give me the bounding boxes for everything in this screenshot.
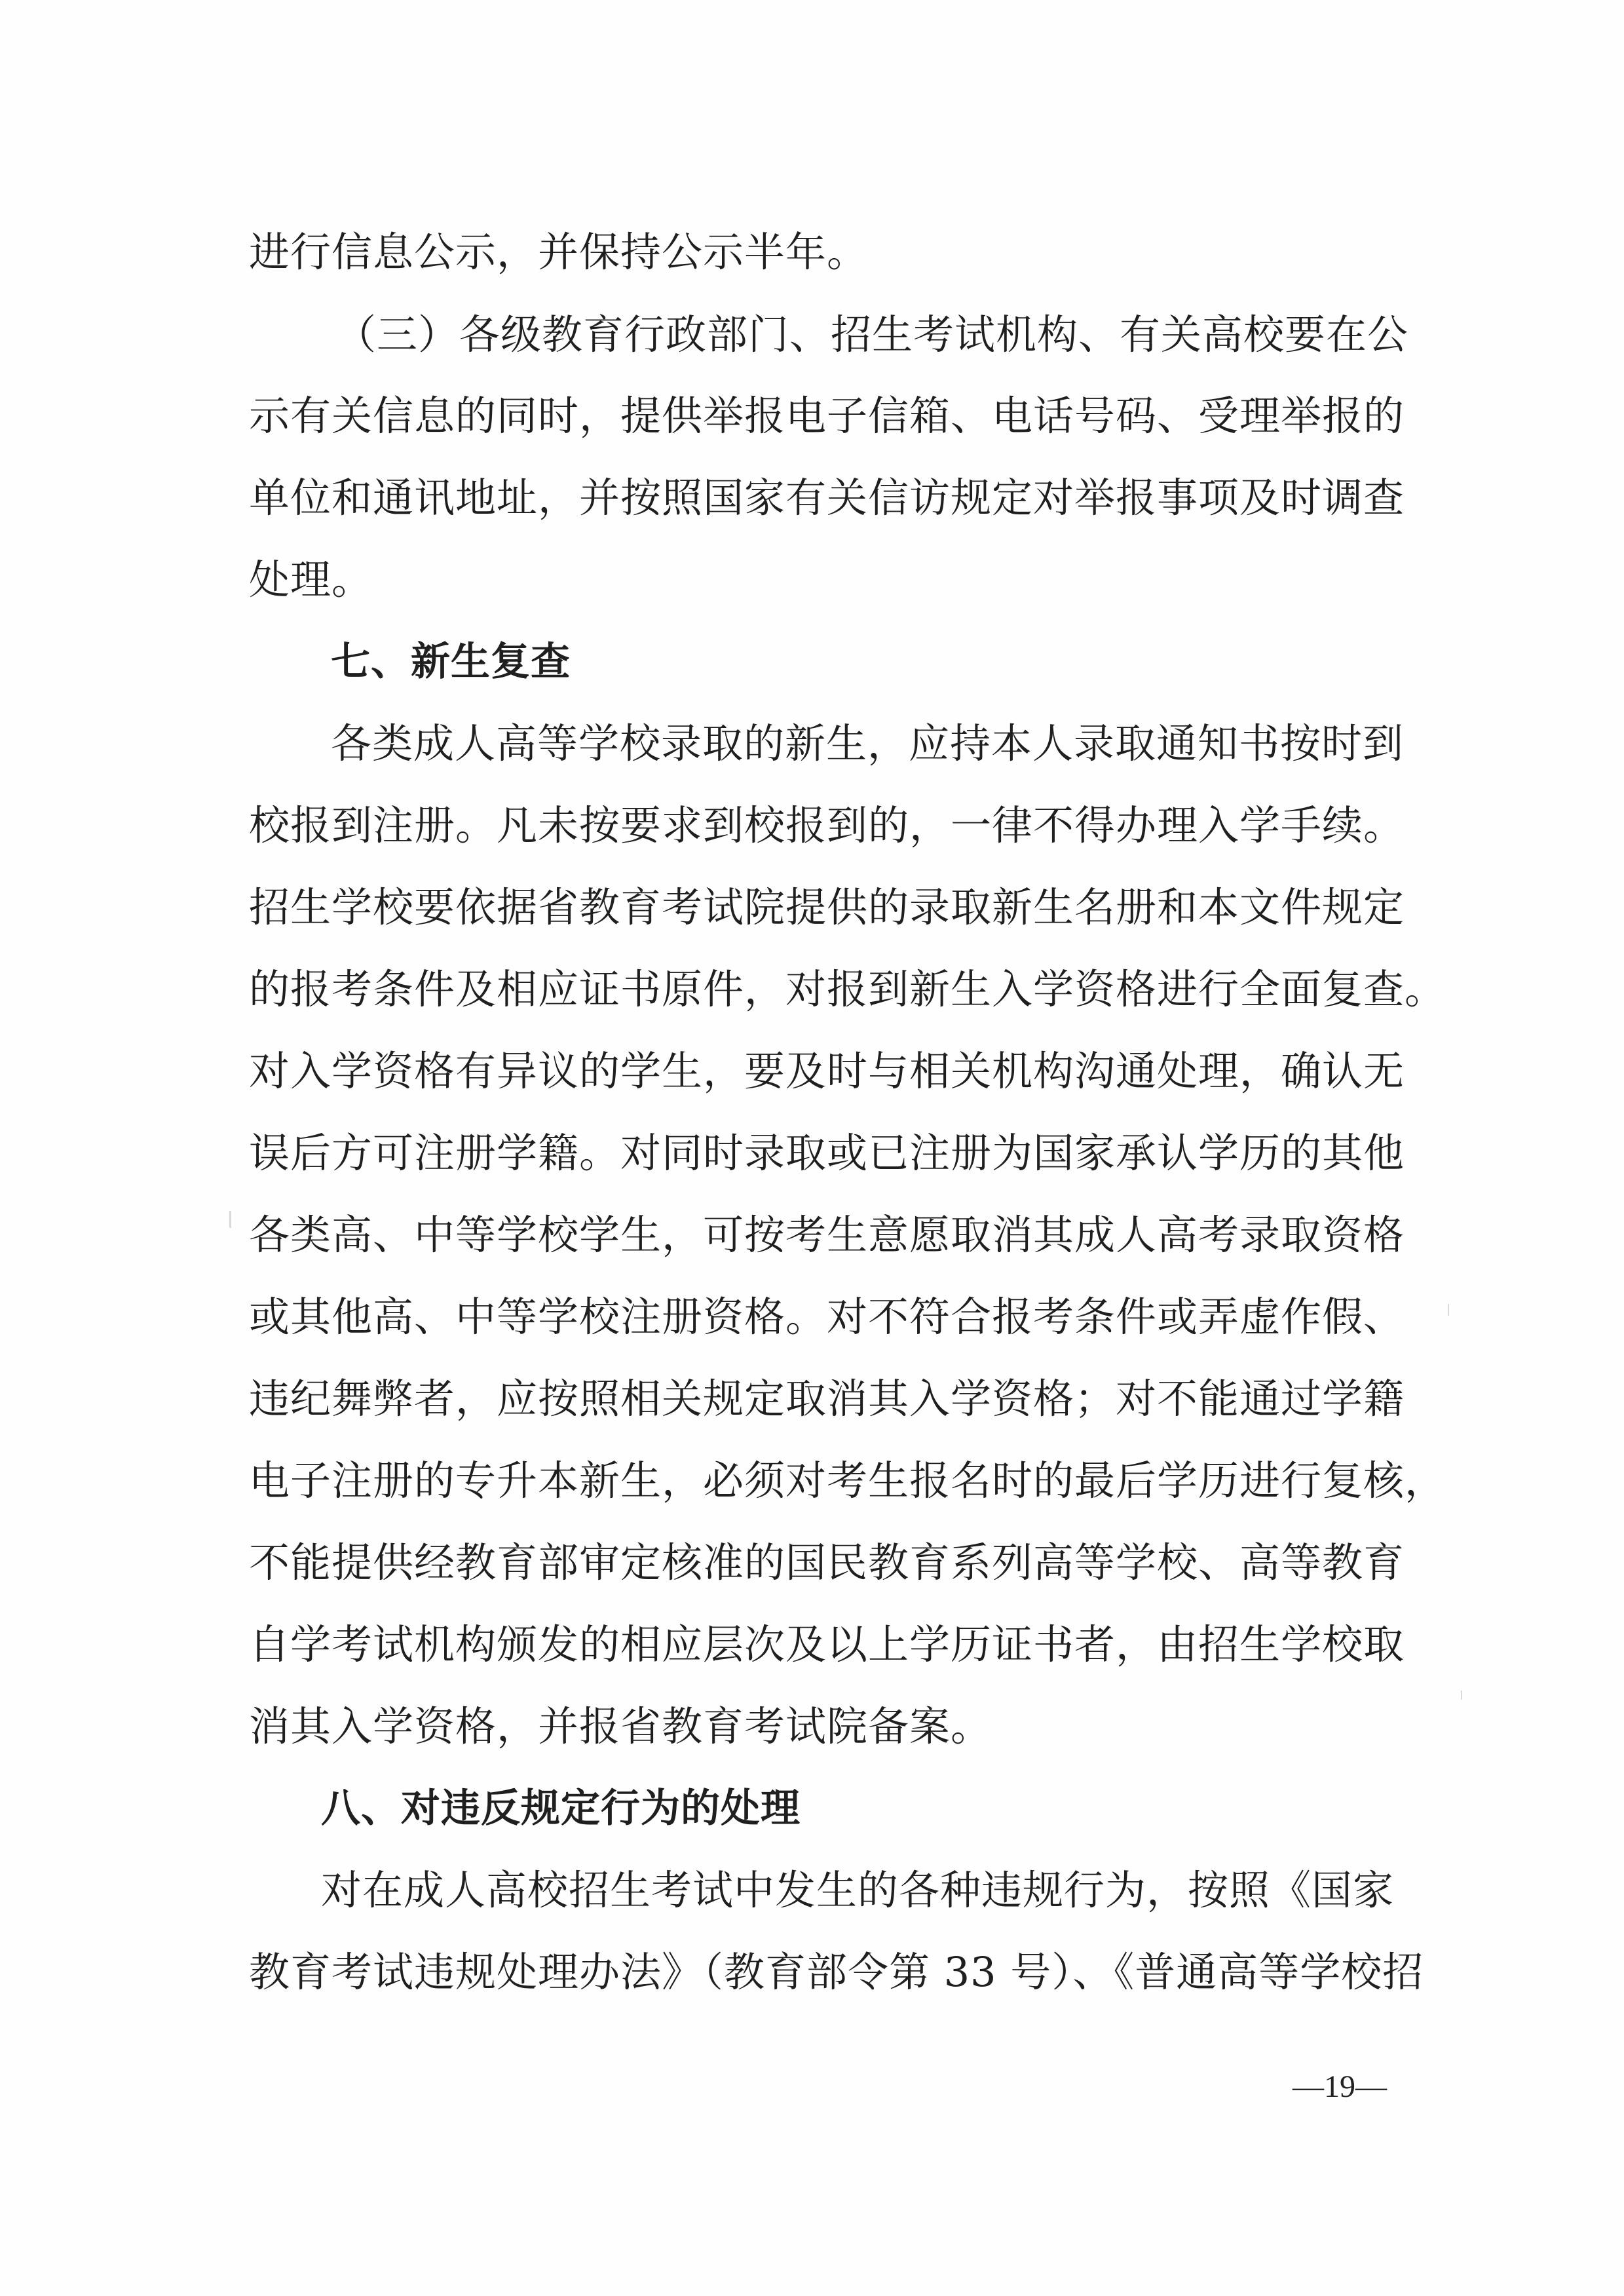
section-heading-eight: 八、对违反规定行为的处理 <box>321 1786 801 1831</box>
text-line: 单位和通讯地址，并按照国家有关信访规定对举报事项及时调查 <box>249 474 1405 522</box>
scan-artifact <box>1448 1304 1449 1316</box>
text-line: 进行信息公示，并保持公示半年。 <box>249 228 869 276</box>
text-line: 各类成人高等学校录取的新生，应持本人录取通知书按时到 <box>331 719 1405 767</box>
page-number: —19— <box>1293 2069 1387 2104</box>
text-line: 自学考试机构颁发的相应层次及以上学历证书者，由招生学校取 <box>249 1620 1405 1668</box>
scan-artifact <box>229 1211 231 1228</box>
section-heading-seven: 七、新生复查 <box>331 639 571 685</box>
text-line: 违纪舞弊者，应按照相关规定取消其入学资格；对不能通过学籍 <box>249 1375 1405 1423</box>
text-line: 误后方可注册学籍。对同时录取或已注册为国家承认学历的其他 <box>249 1129 1405 1177</box>
text-line: 处理。 <box>249 556 373 603</box>
text-line: 对在成人高校招生考试中发生的各种违规行为，按照《国家 <box>321 1866 1395 1914</box>
text-line: 校报到注册。凡未按要求到校报到的，一律不得办理入学手续。 <box>249 801 1405 849</box>
scan-artifact <box>1461 1691 1462 1700</box>
text-line: 对入学资格有异议的学生，要及时与相关机构沟通处理，确认无 <box>249 1047 1405 1095</box>
text-line: 招生学校要依据省教育考试院提供的录取新生名册和本文件规定 <box>249 883 1405 931</box>
text-line: 示有关信息的同时，提供举报电子信箱、电话号码、受理举报的 <box>249 392 1405 440</box>
text-line: （三）各级教育行政部门、招生考试机构、有关高校要在公 <box>335 311 1409 358</box>
text-line: 的报考条件及相应证书原件，对报到新生入学资格进行全面复查。 <box>249 965 1446 1013</box>
text-line: 消其入学资格，并报省教育考试院备案。 <box>249 1702 992 1750</box>
text-line: 不能提供经教育部审定核准的国民教育系列高等学校、高等教育 <box>249 1539 1405 1586</box>
text-line: 或其他高、中等学校注册资格。对不符合报考条件或弄虚作假、 <box>249 1293 1405 1341</box>
text-line: 教育考试违规处理办法》（教育部令第 33 号）、《普通高等学校招 <box>249 1948 1424 1996</box>
text-line: 各类高、中等学校学生，可按考生意愿取消其成人高考录取资格 <box>249 1211 1405 1259</box>
text-line: 电子注册的专升本新生，必须对考生报名时的最后学历进行复核， <box>249 1457 1446 1504</box>
